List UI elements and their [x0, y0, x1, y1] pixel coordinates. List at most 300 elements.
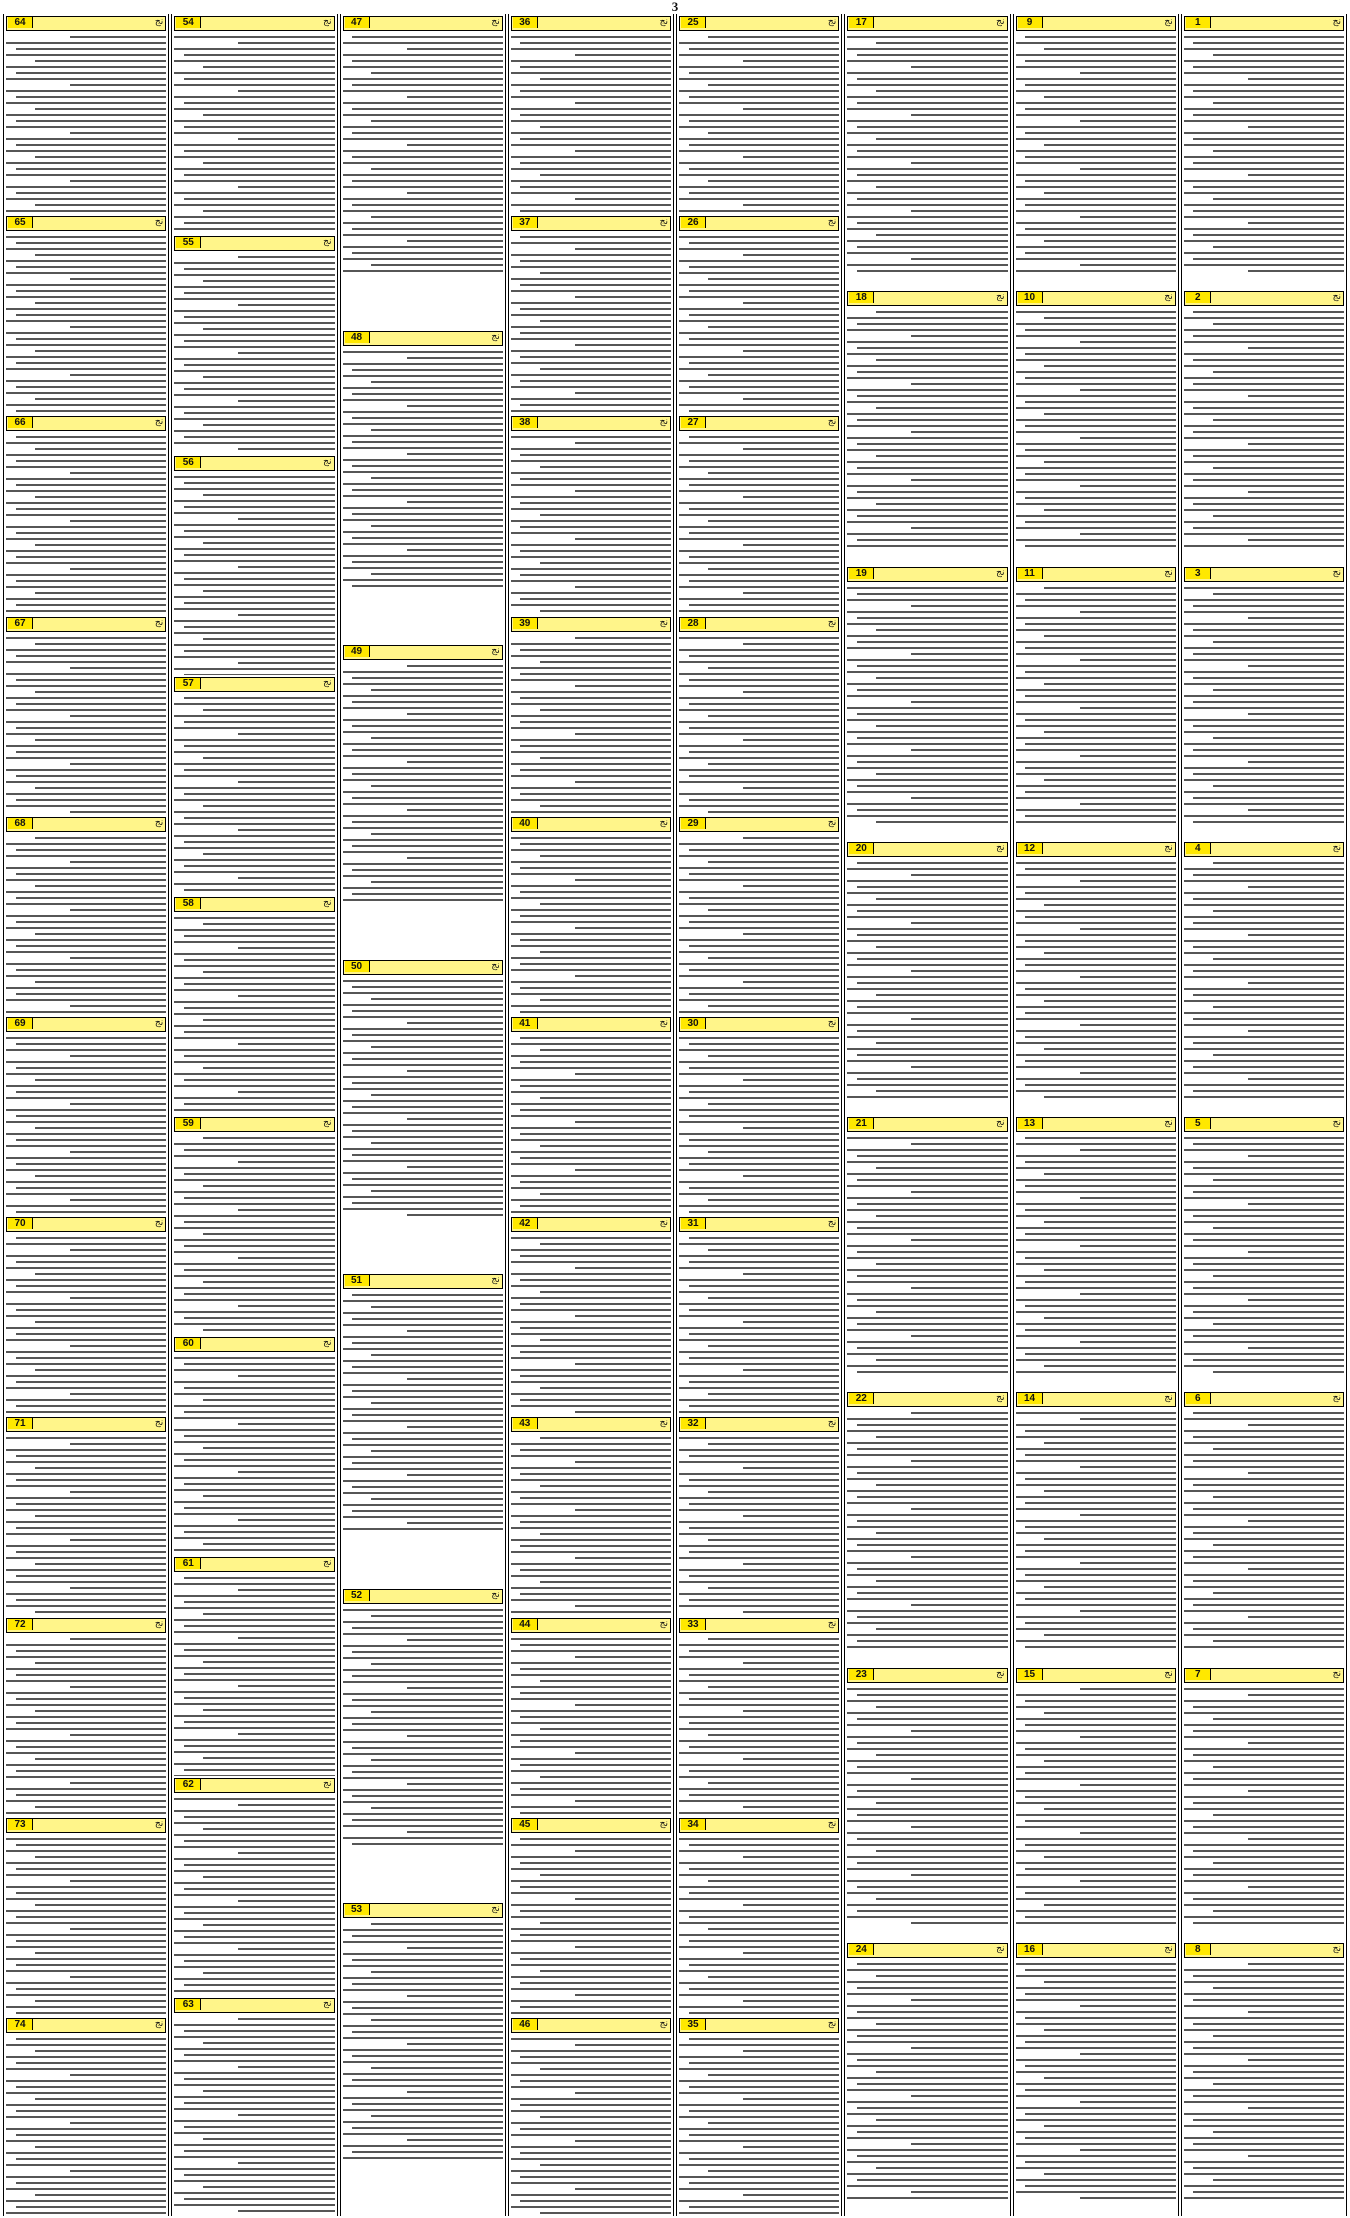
text-line	[35, 691, 166, 693]
text-line	[1184, 2125, 1344, 2127]
text-line	[174, 156, 334, 158]
text-line	[70, 180, 166, 182]
text-line	[1213, 862, 1344, 864]
text-line	[1016, 785, 1176, 787]
text-line	[689, 1163, 840, 1165]
text-line	[575, 685, 671, 687]
news-item-number: 35	[681, 2019, 706, 2030]
news-item-number: 43	[513, 1418, 538, 1429]
text-line	[6, 1812, 166, 1814]
text-line	[1044, 1317, 1175, 1319]
text-line	[343, 671, 503, 673]
text-line	[184, 1912, 335, 1914]
text-line	[184, 1936, 335, 1938]
news-item	[509, 1015, 673, 1215]
text-line	[857, 1227, 1008, 1229]
text-line	[689, 1527, 840, 1529]
news-item	[4, 1415, 168, 1615]
text-line	[520, 2176, 671, 2178]
text-line	[1016, 737, 1176, 739]
text-line	[35, 643, 166, 645]
text-line	[511, 120, 671, 122]
text-line	[520, 66, 671, 68]
text-line	[1213, 1544, 1344, 1546]
text-line	[1025, 916, 1176, 918]
text-line	[174, 2144, 334, 2146]
text-line	[343, 102, 503, 104]
text-line	[1248, 1030, 1344, 1032]
text-line	[847, 60, 1007, 62]
text-line	[174, 1465, 334, 1467]
news-item-header	[847, 842, 1007, 857]
text-line	[6, 1485, 166, 1487]
text-line	[184, 1649, 335, 1651]
text-line	[1016, 1066, 1176, 1068]
text-line	[743, 1563, 839, 1565]
text-line	[1025, 252, 1176, 254]
text-line	[540, 2164, 671, 2166]
text-line	[184, 1864, 335, 1866]
text-line	[174, 1691, 334, 1693]
text-line	[689, 1722, 840, 1724]
text-line	[1080, 1418, 1176, 1420]
text-line	[1016, 641, 1176, 643]
text-line	[1184, 1772, 1344, 1774]
text-line	[679, 975, 839, 977]
text-line	[1044, 1096, 1175, 1098]
text-line	[520, 721, 671, 723]
text-line	[708, 36, 839, 38]
text-line	[407, 405, 503, 407]
news-item-body	[1016, 1960, 1176, 2216]
text-line	[511, 969, 671, 971]
text-line	[743, 2050, 839, 2052]
text-line	[6, 2128, 166, 2130]
text-line	[520, 1473, 671, 1475]
news-item	[677, 1816, 841, 2016]
news-item	[845, 14, 1009, 289]
text-line	[847, 815, 1007, 817]
text-line	[1184, 1724, 1344, 1726]
text-line	[174, 608, 334, 610]
news-item-badge: نج	[659, 17, 668, 27]
text-line	[343, 1148, 503, 1150]
news-item	[677, 14, 841, 214]
text-line	[1016, 1472, 1176, 1474]
text-line	[847, 1586, 1007, 1588]
text-line	[857, 1910, 1008, 1912]
text-line	[511, 1928, 671, 1930]
news-item-body	[679, 1635, 839, 1816]
news-item-number: 59	[176, 1118, 201, 1129]
text-line	[174, 1501, 334, 1503]
text-line	[857, 246, 1008, 248]
news-item-number: 74	[8, 2019, 33, 2030]
text-line	[1016, 1347, 1176, 1349]
news-item-badge: نج	[827, 217, 837, 228]
text-line	[847, 1646, 1007, 1648]
text-line	[343, 1777, 503, 1779]
text-line	[911, 2095, 1007, 2097]
text-line	[689, 703, 840, 705]
text-line	[911, 1239, 1007, 1241]
text-line	[847, 743, 1007, 745]
text-line	[352, 1651, 503, 1653]
text-line	[689, 1868, 840, 1870]
text-line	[343, 162, 503, 164]
text-line	[203, 1661, 334, 1663]
text-line	[407, 240, 503, 242]
text-line	[520, 697, 671, 699]
text-line	[1213, 1496, 1344, 1498]
text-line	[70, 472, 166, 474]
text-line	[857, 809, 1008, 811]
text-line	[1080, 533, 1176, 535]
text-line	[1248, 2011, 1344, 2013]
text-line	[70, 1587, 166, 1589]
text-line	[1184, 2173, 1344, 2175]
text-line	[174, 524, 334, 526]
text-line	[857, 1862, 1008, 1864]
text-line	[511, 643, 671, 645]
text-line	[1016, 701, 1176, 703]
text-line	[679, 1569, 839, 1571]
text-line	[174, 1489, 334, 1491]
text-line	[847, 707, 1007, 709]
text-line	[6, 1862, 166, 1864]
text-line	[343, 2061, 503, 2063]
news-item-body	[1016, 1685, 1176, 1941]
text-line	[1184, 940, 1344, 942]
text-line	[1016, 1227, 1176, 1229]
text-line	[1044, 1221, 1175, 1223]
text-line	[847, 779, 1007, 781]
text-line	[343, 114, 503, 116]
text-line	[857, 491, 1008, 493]
text-line	[911, 1604, 1007, 1606]
text-line	[1016, 1742, 1176, 1744]
text-line	[857, 150, 1008, 152]
text-line	[540, 174, 671, 176]
news-item	[4, 815, 168, 1015]
text-line	[679, 1387, 839, 1389]
text-line	[520, 236, 671, 238]
news-item-badge: نج	[996, 842, 1005, 853]
text-line	[203, 1709, 334, 1711]
text-line	[6, 793, 166, 795]
text-line	[238, 2162, 334, 2164]
text-line	[1193, 874, 1344, 876]
text-line	[857, 2179, 1008, 2181]
text-line	[16, 72, 167, 74]
text-line	[847, 1048, 1007, 1050]
text-line	[1184, 1048, 1344, 1050]
text-line	[343, 779, 503, 781]
news-item-badge: نج	[491, 331, 500, 342]
text-line	[1044, 1000, 1175, 1002]
text-line	[847, 192, 1007, 194]
text-line	[1044, 240, 1175, 242]
text-line	[743, 544, 839, 546]
text-line	[6, 248, 166, 250]
text-line	[1025, 353, 1176, 355]
text-line	[70, 715, 166, 717]
text-line	[911, 1508, 1007, 1510]
news-item	[1182, 1941, 1346, 2216]
text-line	[679, 356, 839, 358]
text-line	[35, 60, 166, 62]
text-line	[1184, 868, 1344, 870]
text-line	[1193, 383, 1344, 385]
text-line	[1080, 880, 1176, 882]
text-line	[6, 999, 166, 1001]
text-line	[511, 1650, 671, 1652]
text-line	[6, 138, 166, 140]
text-line	[857, 910, 1008, 912]
text-line	[911, 701, 1007, 703]
text-line	[1016, 258, 1176, 260]
text-line	[238, 1804, 334, 1806]
text-line	[407, 665, 503, 667]
text-line	[847, 84, 1007, 86]
text-line	[1184, 1820, 1344, 1822]
text-line	[520, 1449, 671, 1451]
news-item-body	[511, 33, 671, 214]
text-line	[847, 1760, 1007, 1762]
text-line	[540, 2068, 671, 2070]
text-line	[352, 1843, 503, 1845]
text-line	[6, 442, 166, 444]
news-item-body	[1184, 1134, 1344, 1390]
news-item-number: 29	[681, 818, 706, 829]
text-line	[1184, 791, 1344, 793]
text-line	[1044, 779, 1175, 781]
text-line	[520, 90, 671, 92]
text-line	[371, 1498, 502, 1500]
text-line	[1184, 144, 1344, 146]
text-line	[847, 1024, 1007, 1026]
text-line	[1213, 1275, 1344, 1277]
text-line	[1016, 1640, 1176, 1642]
text-line	[679, 210, 839, 212]
news-item-body	[6, 2035, 166, 2216]
text-line	[1016, 1886, 1176, 1888]
text-line	[689, 484, 840, 486]
text-line	[708, 326, 839, 328]
text-line	[16, 1163, 167, 1165]
news-item-header	[343, 1589, 503, 1604]
text-line	[679, 1788, 839, 1790]
text-line	[1184, 1868, 1344, 1870]
text-line	[511, 1794, 671, 1796]
text-line	[6, 843, 166, 845]
text-line	[6, 380, 166, 382]
text-line	[679, 1061, 839, 1063]
text-line	[708, 1976, 839, 1978]
text-line	[6, 2152, 166, 2154]
text-line	[511, 1599, 671, 1601]
text-line	[1193, 407, 1344, 409]
text-line	[1016, 467, 1176, 469]
text-line	[174, 382, 334, 384]
text-line	[847, 695, 1007, 697]
text-line	[238, 614, 334, 616]
text-line	[371, 168, 502, 170]
text-line	[35, 1856, 166, 1858]
text-line	[1016, 1143, 1176, 1145]
text-line	[1184, 353, 1344, 355]
text-line	[857, 713, 1008, 715]
text-line	[174, 775, 334, 777]
news-item	[509, 1415, 673, 1615]
text-line	[343, 767, 503, 769]
news-column	[1013, 14, 1179, 2216]
text-line	[857, 934, 1008, 936]
news-item	[1014, 14, 1178, 289]
text-line	[708, 132, 839, 134]
text-line	[174, 560, 334, 562]
text-line	[6, 1145, 166, 1147]
text-line	[1044, 952, 1175, 954]
text-line	[184, 1055, 335, 1057]
news-item-body	[343, 1920, 503, 2216]
text-line	[1193, 138, 1344, 140]
text-line	[679, 1874, 839, 1876]
news-item-badge: نج	[1164, 567, 1173, 578]
text-line	[1213, 1371, 1344, 1373]
news-item-badge: نج	[1332, 1668, 1341, 1679]
text-line	[1025, 1646, 1176, 1648]
news-item-body	[679, 433, 839, 614]
text-line	[1184, 1490, 1344, 1492]
text-line	[238, 1900, 334, 1902]
text-line	[847, 928, 1007, 930]
text-line	[1184, 1024, 1344, 1026]
text-line	[511, 1055, 671, 1057]
text-line	[1184, 695, 1344, 697]
text-line	[847, 1772, 1007, 1774]
text-line	[174, 883, 334, 885]
text-line	[679, 248, 839, 250]
news-item	[341, 14, 505, 329]
text-line	[847, 317, 1007, 319]
text-line	[407, 1639, 503, 1641]
text-line	[520, 963, 671, 965]
text-line	[70, 132, 166, 134]
text-line	[6, 915, 166, 917]
text-line	[847, 1916, 1007, 1918]
text-line	[679, 1680, 839, 1682]
text-line	[520, 2006, 671, 2008]
text-line	[238, 662, 334, 664]
text-line	[6, 2140, 166, 2142]
text-line	[174, 1167, 334, 1169]
text-line	[511, 580, 671, 582]
text-line	[174, 1822, 334, 1824]
text-line	[371, 1046, 502, 1048]
text-line	[679, 1181, 839, 1183]
text-line	[1016, 222, 1176, 224]
text-line	[6, 1073, 166, 1075]
text-line	[371, 1354, 502, 1356]
text-line	[1025, 1430, 1176, 1432]
news-item-badge: نج	[323, 897, 332, 908]
text-line	[1248, 1838, 1344, 1840]
text-line	[708, 1393, 839, 1395]
text-line	[847, 1502, 1007, 1504]
text-line	[847, 868, 1007, 870]
text-line	[184, 626, 335, 628]
text-line	[1193, 431, 1344, 433]
text-line	[1016, 2011, 1176, 2013]
text-line	[1044, 365, 1175, 367]
text-line	[520, 2200, 671, 2202]
text-line	[1248, 1568, 1344, 1570]
text-line	[511, 132, 671, 134]
text-line	[540, 1291, 671, 1293]
text-line	[1016, 78, 1176, 80]
news-item-body	[511, 1034, 671, 1215]
text-line	[511, 1698, 671, 1700]
text-line	[1016, 2107, 1176, 2109]
text-line	[1044, 1173, 1175, 1175]
text-line	[1184, 1586, 1344, 1588]
text-line	[6, 709, 166, 711]
text-line	[1184, 1221, 1344, 1223]
text-line	[520, 260, 671, 262]
text-line	[174, 2096, 334, 2098]
text-line	[1184, 1161, 1344, 1163]
text-line	[679, 1473, 839, 1475]
text-line	[1016, 1030, 1176, 1032]
news-item-number: 32	[681, 1418, 706, 1429]
text-line	[6, 1049, 166, 1051]
news-item-badge: نج	[659, 817, 668, 828]
news-item-header	[511, 1818, 671, 1833]
text-line	[689, 580, 840, 582]
text-line	[184, 841, 335, 843]
text-line	[343, 1196, 503, 1198]
news-item-body	[847, 1134, 1007, 1390]
text-line	[6, 1061, 166, 1063]
text-line	[511, 1587, 671, 1589]
text-line	[343, 2049, 503, 2051]
text-line	[352, 821, 503, 823]
text-line	[679, 1399, 839, 1401]
text-line	[847, 635, 1007, 637]
text-line	[352, 513, 503, 515]
text-line	[1184, 1880, 1344, 1882]
text-line	[6, 745, 166, 747]
text-line	[16, 1479, 167, 1481]
text-line	[35, 398, 166, 400]
text-line	[689, 1381, 840, 1383]
text-line	[857, 1544, 1008, 1546]
text-line	[876, 946, 1007, 948]
text-line	[1080, 2005, 1176, 2007]
text-line	[847, 1514, 1007, 1516]
text-line	[174, 1763, 334, 1765]
text-line	[847, 755, 1007, 757]
text-line	[679, 1521, 839, 1523]
text-line	[6, 903, 166, 905]
text-line	[679, 1485, 839, 1487]
text-line	[1025, 2137, 1176, 2139]
text-line	[1184, 2161, 1344, 2163]
text-line	[1044, 1856, 1175, 1858]
text-line	[174, 168, 334, 170]
text-line	[679, 344, 839, 346]
